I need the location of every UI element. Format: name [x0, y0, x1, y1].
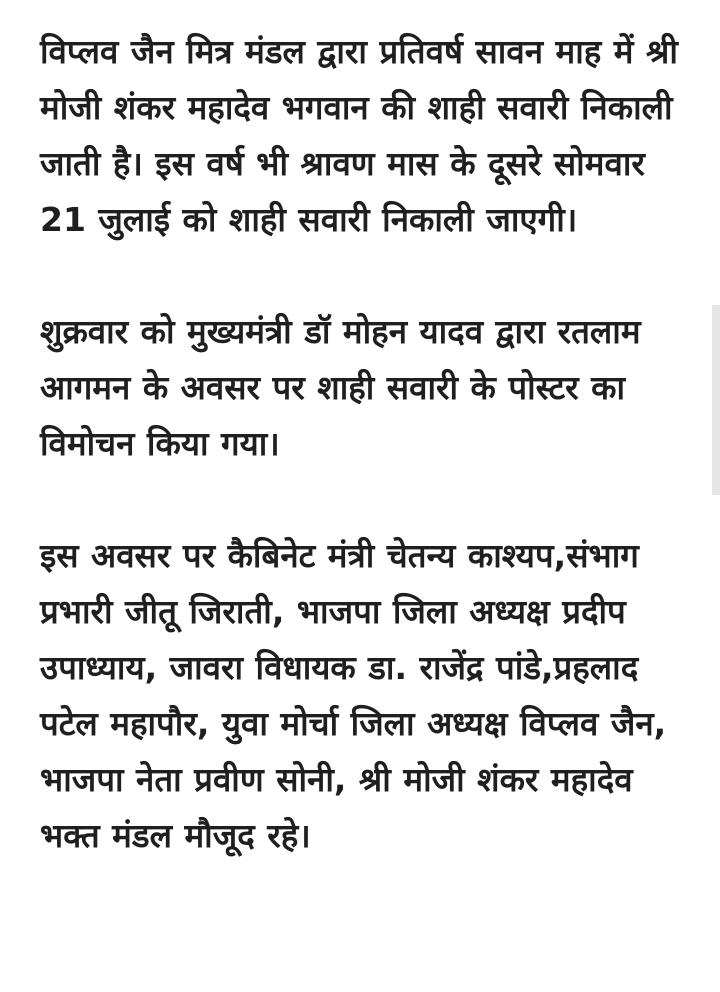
article-paragraph-2: शुक्रवार को मुख्यमंत्री डॉ मोहन यादव द्वारा रतलाम आगमन के अवसर पर शाही सवारी के पोस्टर का विमोचन किया गया।: [40, 312, 641, 463]
scrollbar-thumb[interactable]: [712, 305, 720, 495]
article-paragraph-3: इस अवसर पर कैबिनेट मंत्री चेतन्य काश्यप,संभाग प्रभारी जीतू जिराती, भाजपा जिला अध्यक्ष प्रदीप उपाध्याय, जावरा विधायक डा. राजेंद्र पांडे,प्रहलाद पटेल महापौर, युवा मोर्चा जिला अध्यक्ष विप्लव जैन, भाजपा नेता प्रवीण सोनी, श्री मोजी शंकर महादेव भक्त मंडल मौजूद रहे।: [40, 536, 667, 855]
article-paragraph-1: विप्लव जैन मित्र मंडल द्वारा प्रतिवर्ष सावन माह में श्री मोजी शंकर महादेव भगवान की शाही सवारी निकाली जाती है। इस वर्ष भी श्रावण मास के दूसरे सोमवार 21 जुलाई को शाही सवारी निकाली जाएगी।: [40, 32, 678, 239]
article-body: [40, 24, 690, 864]
